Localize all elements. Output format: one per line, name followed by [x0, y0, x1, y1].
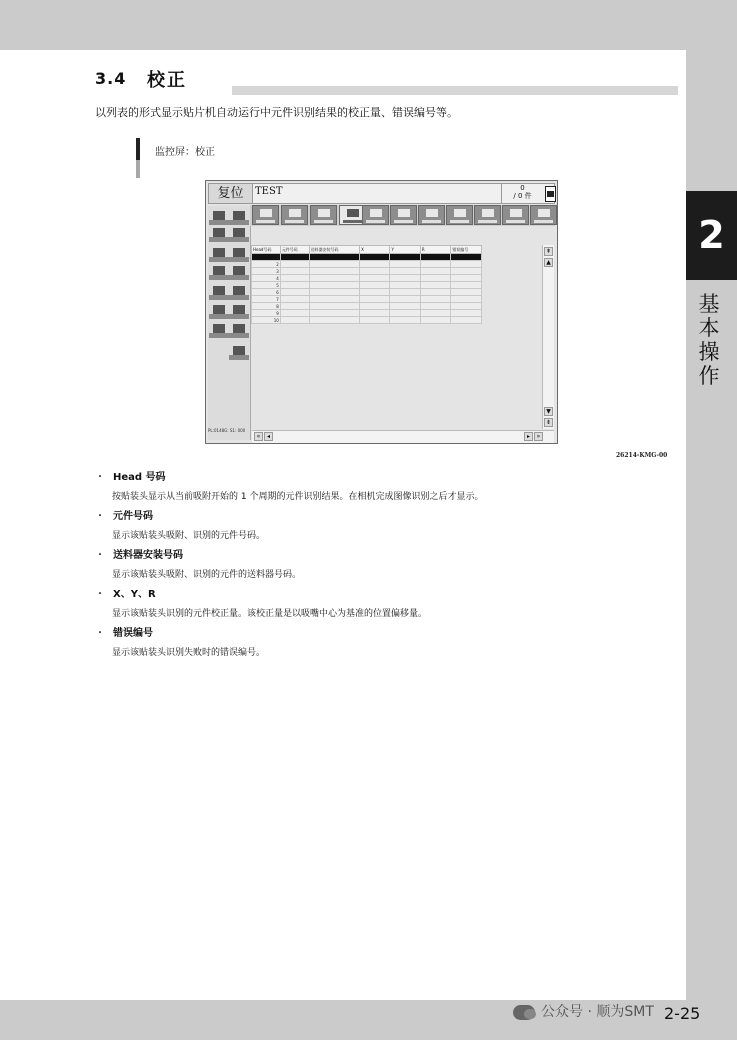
menu-unit-icon[interactable] — [230, 248, 248, 263]
menu-save-icon[interactable] — [230, 286, 248, 301]
table-cell — [280, 261, 309, 268]
table-cell — [390, 317, 420, 324]
bullet: ・ — [95, 589, 105, 600]
bullet: ・ — [95, 472, 105, 483]
scroll-last-icon[interactable]: » — [534, 432, 543, 441]
table-cell — [451, 261, 482, 268]
section-number: 3.4 — [95, 69, 127, 88]
tab-head[interactable] — [390, 205, 417, 225]
table-cell — [309, 275, 360, 282]
monitor-toolbar — [250, 205, 555, 226]
camera-icon[interactable] — [545, 186, 556, 202]
tab-history[interactable] — [502, 205, 529, 225]
table-cell — [451, 310, 482, 317]
table-cell — [280, 289, 309, 296]
tab-feeder[interactable] — [362, 205, 389, 225]
table-cell — [360, 282, 390, 289]
menu-power-icon[interactable] — [230, 346, 248, 361]
chapter-title-char: 本 — [698, 316, 720, 340]
table-cell — [451, 289, 482, 296]
scroll-left-icon[interactable]: ◂ — [264, 432, 273, 441]
table-cell — [420, 310, 450, 317]
table-row[interactable] — [252, 296, 482, 303]
list-item — [95, 585, 156, 600]
production-count — [501, 184, 543, 203]
table-row[interactable] — [252, 303, 482, 310]
menu-adjust-icon[interactable] — [210, 324, 228, 339]
table-cell — [309, 310, 360, 317]
table-row[interactable] — [252, 282, 482, 289]
table-cell — [360, 275, 390, 282]
table-cell — [280, 303, 309, 310]
scroll-up-icon[interactable]: ▲ — [544, 258, 553, 267]
table-cell — [309, 317, 360, 324]
page-number: 2-25 — [664, 1004, 701, 1023]
table-cell — [280, 310, 309, 317]
table-cell — [451, 268, 482, 275]
table-cell — [451, 317, 482, 324]
row-number: 4 — [252, 275, 281, 282]
table-cell — [360, 289, 390, 296]
row-number: 7 — [252, 296, 281, 303]
program-name: TEST — [255, 186, 283, 197]
scroll-right-icon[interactable]: ▸ — [524, 432, 533, 441]
tab-image[interactable] — [310, 205, 337, 225]
table-cell — [451, 282, 482, 289]
status-line: PL:0148G: S1: 000 — [208, 428, 246, 433]
col-feeder-slot: 送料器安装号码 — [309, 246, 360, 254]
bullet: ・ — [95, 628, 105, 639]
chapter-title-char: 作 — [698, 364, 720, 388]
table-cell — [420, 296, 450, 303]
table-cell — [360, 268, 390, 275]
item-description: 按贴装头显示从当前吸附开始的 1 个周期的元件识别结果。在相机完成图像识别之后才显示。 — [112, 492, 484, 502]
menu-mode-icon[interactable] — [230, 228, 248, 243]
table-cell — [420, 303, 450, 310]
count-total: / 0 件 — [513, 192, 532, 200]
monitor-label: 监控屏：校正 — [155, 147, 215, 158]
col-error-code: 错误编号 — [451, 246, 482, 254]
horizontal-scrollbar[interactable] — [252, 430, 554, 443]
menu-operator-icon[interactable] — [210, 286, 228, 301]
tab-rate[interactable] — [281, 205, 308, 225]
table-cell — [390, 310, 420, 317]
table-cell — [309, 289, 360, 296]
table-cell — [360, 303, 390, 310]
correction-table — [251, 245, 482, 333]
table-row[interactable] — [252, 261, 482, 268]
table-cell — [309, 303, 360, 310]
table-cell — [390, 254, 420, 261]
table-cell — [390, 282, 420, 289]
table-cell — [390, 275, 420, 282]
menu-data-icon[interactable] — [230, 211, 248, 226]
item-title: 送料器安装号码 — [113, 550, 183, 561]
menu-settings-icon[interactable] — [230, 305, 248, 320]
bullet: ・ — [95, 550, 105, 561]
table-cell — [451, 303, 482, 310]
item-title: X、Y、R — [113, 589, 156, 600]
table-cell — [280, 282, 309, 289]
row-number: 6 — [252, 289, 281, 296]
col-r: R — [420, 246, 450, 254]
scroll-bottom-icon[interactable]: ⇟ — [545, 419, 552, 426]
menu-screen-icon[interactable] — [210, 266, 228, 281]
item-description: 显示该贴装头吸附、识别的元件的送料器号码。 — [112, 570, 302, 580]
col-head-number: Head号码 — [252, 246, 281, 254]
table-row[interactable] — [252, 310, 482, 317]
table-cell — [390, 289, 420, 296]
table-cell — [390, 296, 420, 303]
table-cell — [451, 296, 482, 303]
table-cell — [420, 268, 450, 275]
row-number: 3 — [252, 268, 281, 275]
tab-nozzle[interactable] — [418, 205, 445, 225]
chapter-title-char: 基 — [698, 292, 720, 316]
table-cell — [309, 268, 360, 275]
item-description: 显示该贴装头吸附、识别的元件号码。 — [112, 531, 266, 541]
col-y: Y — [390, 246, 420, 254]
table-header-row — [252, 246, 482, 254]
table-cell — [420, 282, 450, 289]
table-row[interactable] — [252, 289, 482, 296]
table-cell — [280, 275, 309, 282]
row-number: 5 — [252, 282, 281, 289]
item-description: 显示该贴装头识别的元件校正量。该校正量是以吸嘴中心为基准的位置偏移量。 — [112, 609, 428, 619]
intro-text: 以列表的形式显示贴片机自动运行中元件识别结果的校正量、错误编号等。 — [95, 106, 458, 119]
screen-title-row — [208, 183, 555, 204]
col-x: X — [360, 246, 390, 254]
row-number: 10 — [252, 317, 281, 324]
wechat-icon — [513, 1005, 535, 1020]
table-cell — [451, 275, 482, 282]
row-number: 2 — [252, 261, 281, 268]
table-cell — [309, 261, 360, 268]
reset-button[interactable]: 复位 — [209, 184, 253, 203]
table-row[interactable] — [252, 268, 482, 275]
table-cell — [451, 254, 482, 261]
item-title: Head 号码 — [113, 472, 166, 483]
table-cell — [360, 254, 390, 261]
table-cell — [280, 317, 309, 324]
table-cell — [360, 310, 390, 317]
menu-editor-icon[interactable] — [210, 305, 228, 320]
row-number: 1 — [252, 254, 281, 261]
row-number: 8 — [252, 303, 281, 310]
menu-monitor-icon[interactable] — [210, 228, 228, 243]
tab-error[interactable] — [474, 205, 501, 225]
chapter-title-char: 操 — [698, 340, 720, 364]
table-cell — [360, 296, 390, 303]
table-cell — [390, 303, 420, 310]
menu-production-icon[interactable] — [210, 211, 228, 226]
table-cell — [309, 254, 360, 261]
table-cell — [360, 261, 390, 268]
tab-production[interactable] — [252, 205, 279, 225]
list-item — [95, 624, 153, 639]
watermark — [513, 1000, 654, 1024]
section-rule — [232, 86, 678, 95]
row-number: 9 — [252, 310, 281, 317]
table-row[interactable] — [252, 275, 482, 282]
tab-statistics[interactable] — [446, 205, 473, 225]
monitor-marker-bar — [136, 138, 140, 178]
table-row[interactable] — [252, 317, 482, 324]
tab-maintenance[interactable] — [530, 205, 557, 225]
scroll-first-icon[interactable]: « — [254, 432, 263, 441]
table-cell — [309, 296, 360, 303]
table-cell — [420, 317, 450, 324]
table-cell — [309, 282, 360, 289]
chapter-title — [694, 292, 724, 388]
table-cell — [280, 254, 309, 261]
table-cell — [420, 261, 450, 268]
item-title: 错误编号 — [113, 628, 153, 639]
menu-position-icon[interactable] — [230, 324, 248, 339]
scroll-top-icon[interactable]: ⇞ — [545, 248, 552, 255]
table-cell — [420, 289, 450, 296]
list-item — [95, 468, 166, 483]
watermark-text: 公众号 · 顺为SMT — [541, 1004, 654, 1020]
col-part-number: 元件号码 — [280, 246, 309, 254]
section-title: 校正 — [147, 70, 187, 91]
table-cell — [390, 261, 420, 268]
table-cell — [420, 275, 450, 282]
table-cell — [280, 268, 309, 275]
table-row[interactable] — [252, 254, 482, 261]
table-cell — [390, 268, 420, 275]
chapter-number: 2 — [686, 191, 737, 280]
left-menu — [208, 206, 251, 440]
vertical-scrollbar[interactable] — [542, 245, 554, 429]
menu-chart-icon[interactable] — [210, 248, 228, 263]
count-current: 0 — [520, 184, 525, 192]
monitor-screenshot — [205, 180, 558, 444]
item-description: 显示该贴装头识别失败时的错误编号。 — [112, 648, 266, 658]
list-item — [95, 546, 183, 561]
table-cell — [360, 317, 390, 324]
bullet: ・ — [95, 511, 105, 522]
scroll-down-icon[interactable]: ▼ — [544, 407, 553, 416]
figure-code: 26214-KMG-00 — [616, 452, 668, 459]
table-cell — [420, 254, 450, 261]
menu-speed-icon[interactable] — [230, 266, 248, 281]
item-title: 元件号码 — [113, 511, 153, 522]
top-margin — [0, 0, 737, 50]
list-item — [95, 507, 153, 522]
table-cell — [280, 296, 309, 303]
